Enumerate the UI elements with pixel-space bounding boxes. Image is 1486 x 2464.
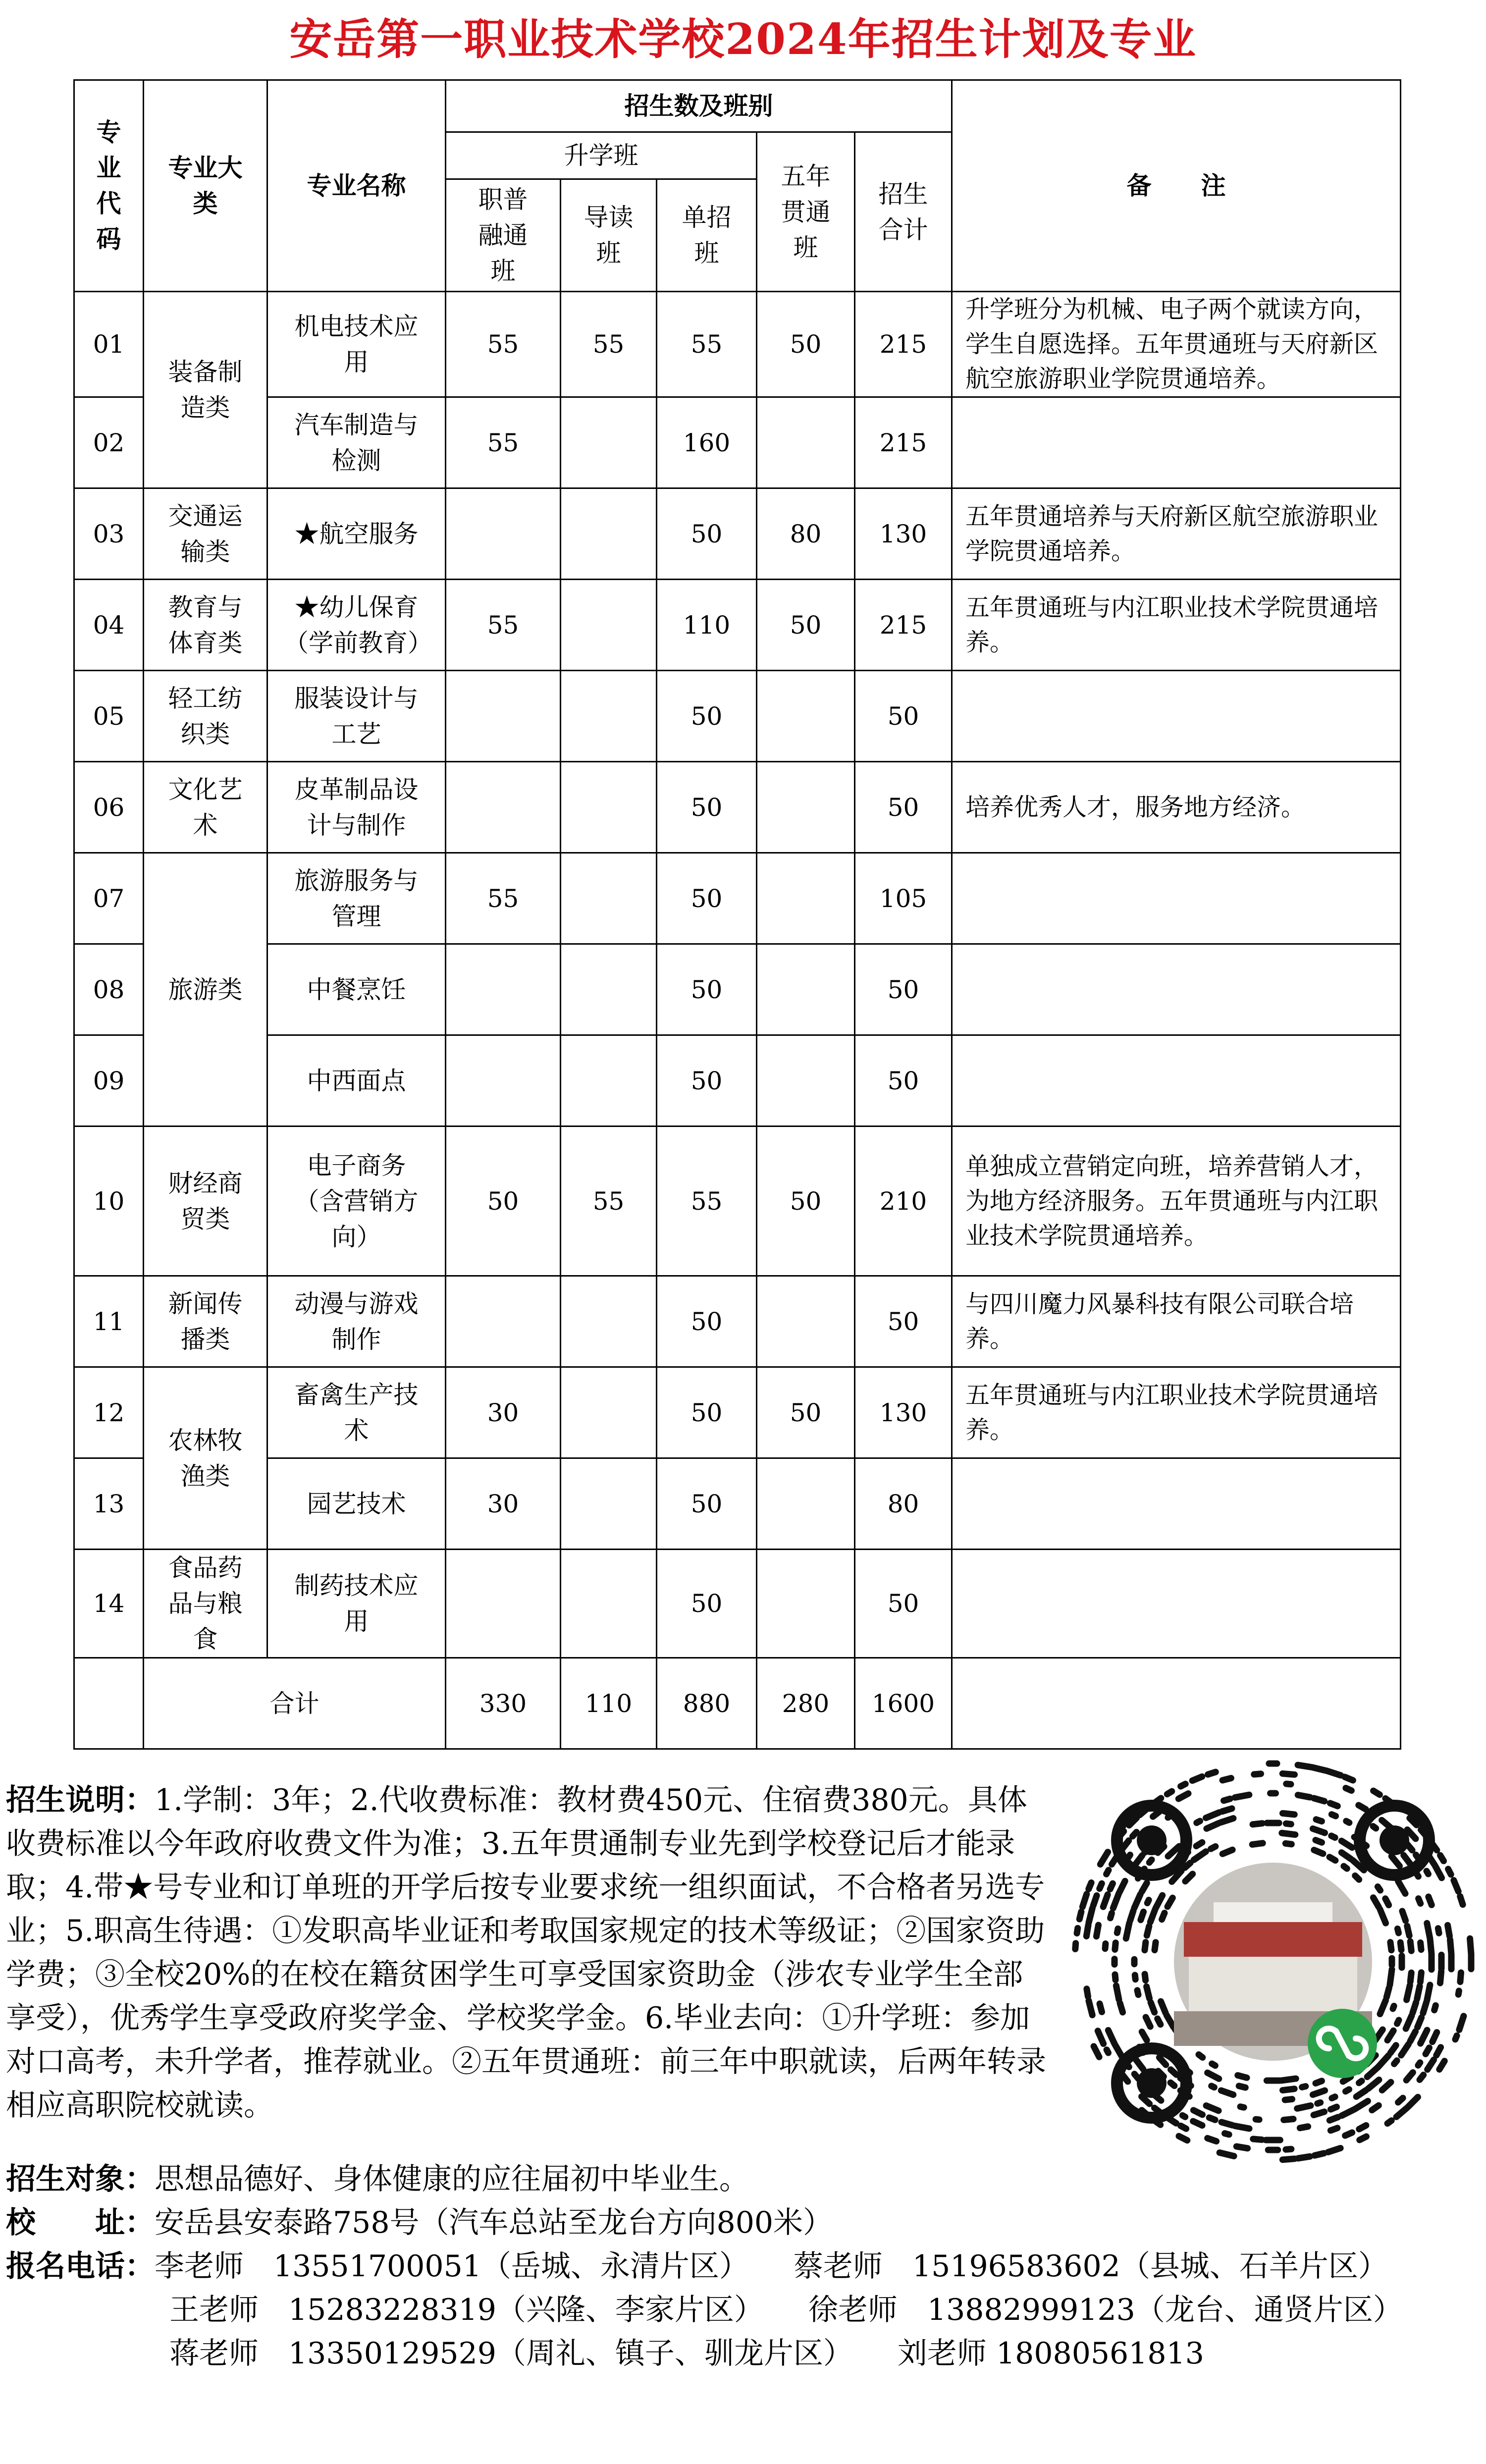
cell-five-year <box>757 853 855 944</box>
cell-zhipu: 330 <box>446 1658 561 1749</box>
cell-category: 财经商贸类 <box>144 1126 267 1276</box>
table-row <box>74 1126 1401 1276</box>
cell-zhipu: 55 <box>446 292 561 397</box>
header-name: 专业名称 <box>267 80 446 292</box>
cell-zhipu <box>446 1276 561 1367</box>
cell-danzhao: 50 <box>657 1458 757 1550</box>
cell-code: 07 <box>74 853 144 944</box>
cell-five-year <box>757 671 855 762</box>
cell-remark <box>952 853 1401 944</box>
cell-total: 130 <box>855 488 952 580</box>
cell-five-year <box>757 1458 855 1550</box>
cell-five-year <box>757 397 855 488</box>
cell-code: 11 <box>74 1276 144 1367</box>
cell-daodu <box>561 397 657 488</box>
cell-remark: 五年贯通班与内江职业技术学院贯通培养。 <box>952 1367 1401 1458</box>
table-body <box>74 292 1401 1749</box>
cell-name: 皮革制品设计与制作 <box>267 762 446 853</box>
cell-zhipu: 55 <box>446 580 561 671</box>
cell-remark: 升学班分为机械、电子两个就读方向，学生自愿选择。五年贯通班与天府新区航空旅游职业学院贯通培养。 <box>952 292 1401 397</box>
cell-zhipu <box>446 1035 561 1126</box>
cell-daodu <box>561 944 657 1035</box>
target-text: 思想品德好、身体健康的应往届初中毕业生。 <box>155 2162 749 2196</box>
phone-contact: 徐老师 13882999123（龙台、通贤片区） <box>808 2293 1403 2327</box>
table-row <box>74 671 1401 762</box>
cell-name: 畜禽生产技术 <box>267 1367 446 1458</box>
cell-total: 50 <box>855 1276 952 1367</box>
cell-five-year <box>757 1550 855 1658</box>
cell-danzhao: 50 <box>657 762 757 853</box>
table-row <box>74 1276 1401 1367</box>
cell-code: 09 <box>74 1035 144 1126</box>
phone-contact: 蒋老师 13350129529（周礼、镇子、驯龙片区） <box>169 2336 853 2371</box>
header-remark: 备 注 <box>952 80 1401 292</box>
cell-category: 教育与体育类 <box>144 580 267 671</box>
cell-code: 14 <box>74 1550 144 1658</box>
phone-contact: 王老师 15283228319（兴隆、李家片区） <box>169 2293 764 2327</box>
header-zhipu <box>446 179 561 292</box>
cell-total: 50 <box>855 671 952 762</box>
cell-danzhao: 50 <box>657 1276 757 1367</box>
cell-code <box>74 1658 144 1749</box>
cell-name: 制药技术应用 <box>267 1550 446 1658</box>
cell-daodu <box>561 1035 657 1126</box>
mini-program-qr-code[interactable] <box>1065 1754 1481 2170</box>
cell-total: 130 <box>855 1367 952 1458</box>
cell-five-year: 50 <box>757 580 855 671</box>
cell-name: 动漫与游戏制作 <box>267 1276 446 1367</box>
address-label: 校 址： <box>6 2205 155 2240</box>
phone-contact: 刘老师 18080561813 <box>897 2336 1204 2371</box>
cell-remark: 单独成立营销定向班，培养营销人才，为地方经济服务。五年贯通班与内江职业技术学院贯通培养。 <box>952 1126 1401 1276</box>
cell-danzhao: 50 <box>657 671 757 762</box>
cell-five-year <box>757 944 855 1035</box>
header-upgrade-group: 升学班 <box>446 132 757 179</box>
header-daodu <box>561 179 657 292</box>
cell-zhipu: 30 <box>446 1458 561 1550</box>
cell-category: 轻工纺织类 <box>144 671 267 762</box>
cell-name: 汽车制造与检测 <box>267 397 446 488</box>
cell-five-year <box>757 1276 855 1367</box>
header-daodu-text: 导读班 <box>584 203 634 268</box>
cell-code: 12 <box>74 1367 144 1458</box>
address-text: 安岳县安泰路758号（汽车总站至龙台方向800米） <box>155 2205 833 2240</box>
cell-zhipu <box>446 488 561 580</box>
cell-remark: 五年贯通班与内江职业技术学院贯通培养。 <box>952 580 1401 671</box>
header-code <box>74 80 144 292</box>
cell-zhipu: 30 <box>446 1367 561 1458</box>
cell-code: 08 <box>74 944 144 1035</box>
cell-total: 50 <box>855 944 952 1035</box>
cell-daodu <box>561 1367 657 1458</box>
cell-zhipu: 50 <box>446 1126 561 1276</box>
cell-zhipu: 55 <box>446 397 561 488</box>
cell-name: 旅游服务与管理 <box>267 853 446 944</box>
cell-name: 服装设计与工艺 <box>267 671 446 762</box>
cell-danzhao: 110 <box>657 580 757 671</box>
cell-total: 50 <box>855 1550 952 1658</box>
cell-name: ★幼儿保育（学前教育） <box>267 580 446 671</box>
table-row <box>74 944 1401 1035</box>
target-label: 招生对象： <box>6 2162 155 2196</box>
cell-category: 食品药品与粮食 <box>144 1550 267 1658</box>
cell-zhipu <box>446 1550 561 1658</box>
cell-daodu <box>561 853 657 944</box>
cell-zhipu: 55 <box>446 853 561 944</box>
cell-category: 装备制造类 <box>144 292 267 488</box>
cell-danzhao: 50 <box>657 1035 757 1126</box>
cell-danzhao: 55 <box>657 292 757 397</box>
table-row <box>74 397 1401 488</box>
cell-five-year: 50 <box>757 1126 855 1276</box>
phone-row-1 <box>6 2245 1472 2288</box>
cell-danzhao: 880 <box>657 1658 757 1749</box>
table-row <box>74 488 1401 580</box>
table-row <box>74 762 1401 853</box>
cell-sum-label: 合计 <box>144 1658 446 1749</box>
cell-daodu <box>561 1458 657 1550</box>
phone-row-3 <box>6 2332 1472 2375</box>
cell-total: 80 <box>855 1458 952 1550</box>
cell-name: 中餐烹饪 <box>267 944 446 1035</box>
cell-danzhao: 50 <box>657 1367 757 1458</box>
cell-code: 01 <box>74 292 144 397</box>
cell-zhipu <box>446 671 561 762</box>
header-danzhao-text: 单招班 <box>682 203 732 268</box>
cell-five-year: 50 <box>757 292 855 397</box>
cell-daodu <box>561 1550 657 1658</box>
cell-remark: 五年贯通培养与天府新区航空旅游职业学院贯通培养。 <box>952 488 1401 580</box>
cell-remark <box>952 671 1401 762</box>
cell-daodu: 55 <box>561 1126 657 1276</box>
cell-zhipu <box>446 762 561 853</box>
cell-category: 新闻传播类 <box>144 1276 267 1367</box>
cell-name: ★航空服务 <box>267 488 446 580</box>
cell-category: 交通运输类 <box>144 488 267 580</box>
header-five-year <box>757 132 855 292</box>
cell-daodu <box>561 762 657 853</box>
cell-remark <box>952 1035 1401 1126</box>
cell-daodu <box>561 1276 657 1367</box>
cell-daodu <box>561 488 657 580</box>
table-row <box>74 1458 1401 1550</box>
table-row <box>74 1367 1401 1458</box>
cell-code: 10 <box>74 1126 144 1276</box>
cell-daodu: 55 <box>561 292 657 397</box>
cell-remark <box>952 1458 1401 1550</box>
wechat-mini-program-icon <box>1308 2009 1377 2078</box>
cell-danzhao: 50 <box>657 1550 757 1658</box>
table-row <box>74 1550 1401 1658</box>
header-total-text: 招生合计 <box>878 179 928 244</box>
header-enroll-group: 招生数及班别 <box>446 80 952 132</box>
cell-total: 105 <box>855 853 952 944</box>
cell-category: 旅游类 <box>144 853 267 1126</box>
header-category-text: 专业大类 <box>168 153 243 218</box>
cell-name: 园艺技术 <box>267 1458 446 1550</box>
cell-five-year <box>757 762 855 853</box>
cell-name: 机电技术应用 <box>267 292 446 397</box>
table-row <box>74 1035 1401 1126</box>
cell-remark <box>952 1550 1401 1658</box>
cell-code: 02 <box>74 397 144 488</box>
page-title: 安岳第一职业技术学校2024年招生计划及专业 <box>289 14 1197 64</box>
header-category <box>144 80 267 292</box>
header-five-year-text: 五年贯通班 <box>781 161 831 262</box>
cell-total: 50 <box>855 1035 952 1126</box>
cell-code: 05 <box>74 671 144 762</box>
cell-category: 文化艺术 <box>144 762 267 853</box>
cell-code: 03 <box>74 488 144 580</box>
cell-danzhao: 160 <box>657 397 757 488</box>
table-row <box>74 292 1401 397</box>
header-danzhao <box>657 179 757 292</box>
table-row <box>74 853 1401 944</box>
enroll-notes-label: 招生说明： <box>6 1783 155 1818</box>
cell-remark: 培养优秀人才，服务地方经济。 <box>952 762 1401 853</box>
cell-remark <box>952 1658 1401 1749</box>
cell-category: 农林牧渔类 <box>144 1367 267 1550</box>
table-sum-row <box>74 1658 1401 1749</box>
cell-name: 中西面点 <box>267 1035 446 1126</box>
cell-total: 215 <box>855 397 952 488</box>
phone-contact: 李老师 13551700051（岳城、永清片区） <box>155 2249 749 2284</box>
enroll-notes-text: 1.学制：3年；2.代收费标准：教材费450元、住宿费380元。具体收费标准以今年政府收费文件为准；3.五年贯通制专业先到学校登记后才能录取；4.带★号专业和订单班的开学后按专业要求统一组织面试，不合格者另选专业；5.职高生待遇：①发职高毕业证和考取国家规定的技术等级证；②国家资助学费；③全校20%的在校在籍贫困学生可享受国家资助金（涉农专业学生全部享受），优秀学生享受政府奖学金、学校奖学金。6.毕业去向：①升学班：参加对口高考，未升学者，推荐就业。②五年贯通班：前三年中职就读，后两年转录相应高职院校就读。 <box>6 1783 1046 2123</box>
cell-name: 电子商务（含营销方向） <box>267 1126 446 1276</box>
cell-remark: 与四川魔力风暴科技有限公司联合培养。 <box>952 1276 1401 1367</box>
admission-notes <box>6 1778 1046 2127</box>
cell-danzhao: 50 <box>657 488 757 580</box>
cell-remark <box>952 397 1401 488</box>
cell-five-year: 80 <box>757 488 855 580</box>
cell-daodu <box>561 580 657 671</box>
header-total <box>855 132 952 292</box>
cell-zhipu <box>446 944 561 1035</box>
cell-danzhao: 50 <box>657 853 757 944</box>
address-row <box>6 2201 1472 2245</box>
cell-code: 13 <box>74 1458 144 1550</box>
enrollment-table <box>73 79 1401 1750</box>
header-zhipu-text: 职普融通班 <box>478 185 528 285</box>
cell-total: 1600 <box>855 1658 952 1749</box>
cell-remark <box>952 944 1401 1035</box>
cell-total: 215 <box>855 580 952 671</box>
phone-row-2 <box>6 2288 1472 2332</box>
cell-danzhao: 55 <box>657 1126 757 1276</box>
cell-code: 06 <box>74 762 144 853</box>
contact-section <box>6 2157 1472 2375</box>
cell-danzhao: 50 <box>657 944 757 1035</box>
table-row <box>74 580 1401 671</box>
cell-total: 210 <box>855 1126 952 1276</box>
header-code-text: 专业代码 <box>96 117 121 254</box>
cell-five-year <box>757 1035 855 1126</box>
phone-label: 报名电话： <box>6 2249 155 2284</box>
cell-total: 215 <box>855 292 952 397</box>
cell-daodu <box>561 671 657 762</box>
cell-code: 04 <box>74 580 144 671</box>
cell-five-year: 280 <box>757 1658 855 1749</box>
cell-five-year: 50 <box>757 1367 855 1458</box>
cell-total: 50 <box>855 762 952 853</box>
phone-contact: 蔡老师 15196583602（县城、石羊片区） <box>793 2249 1388 2284</box>
cell-daodu: 110 <box>561 1658 657 1749</box>
